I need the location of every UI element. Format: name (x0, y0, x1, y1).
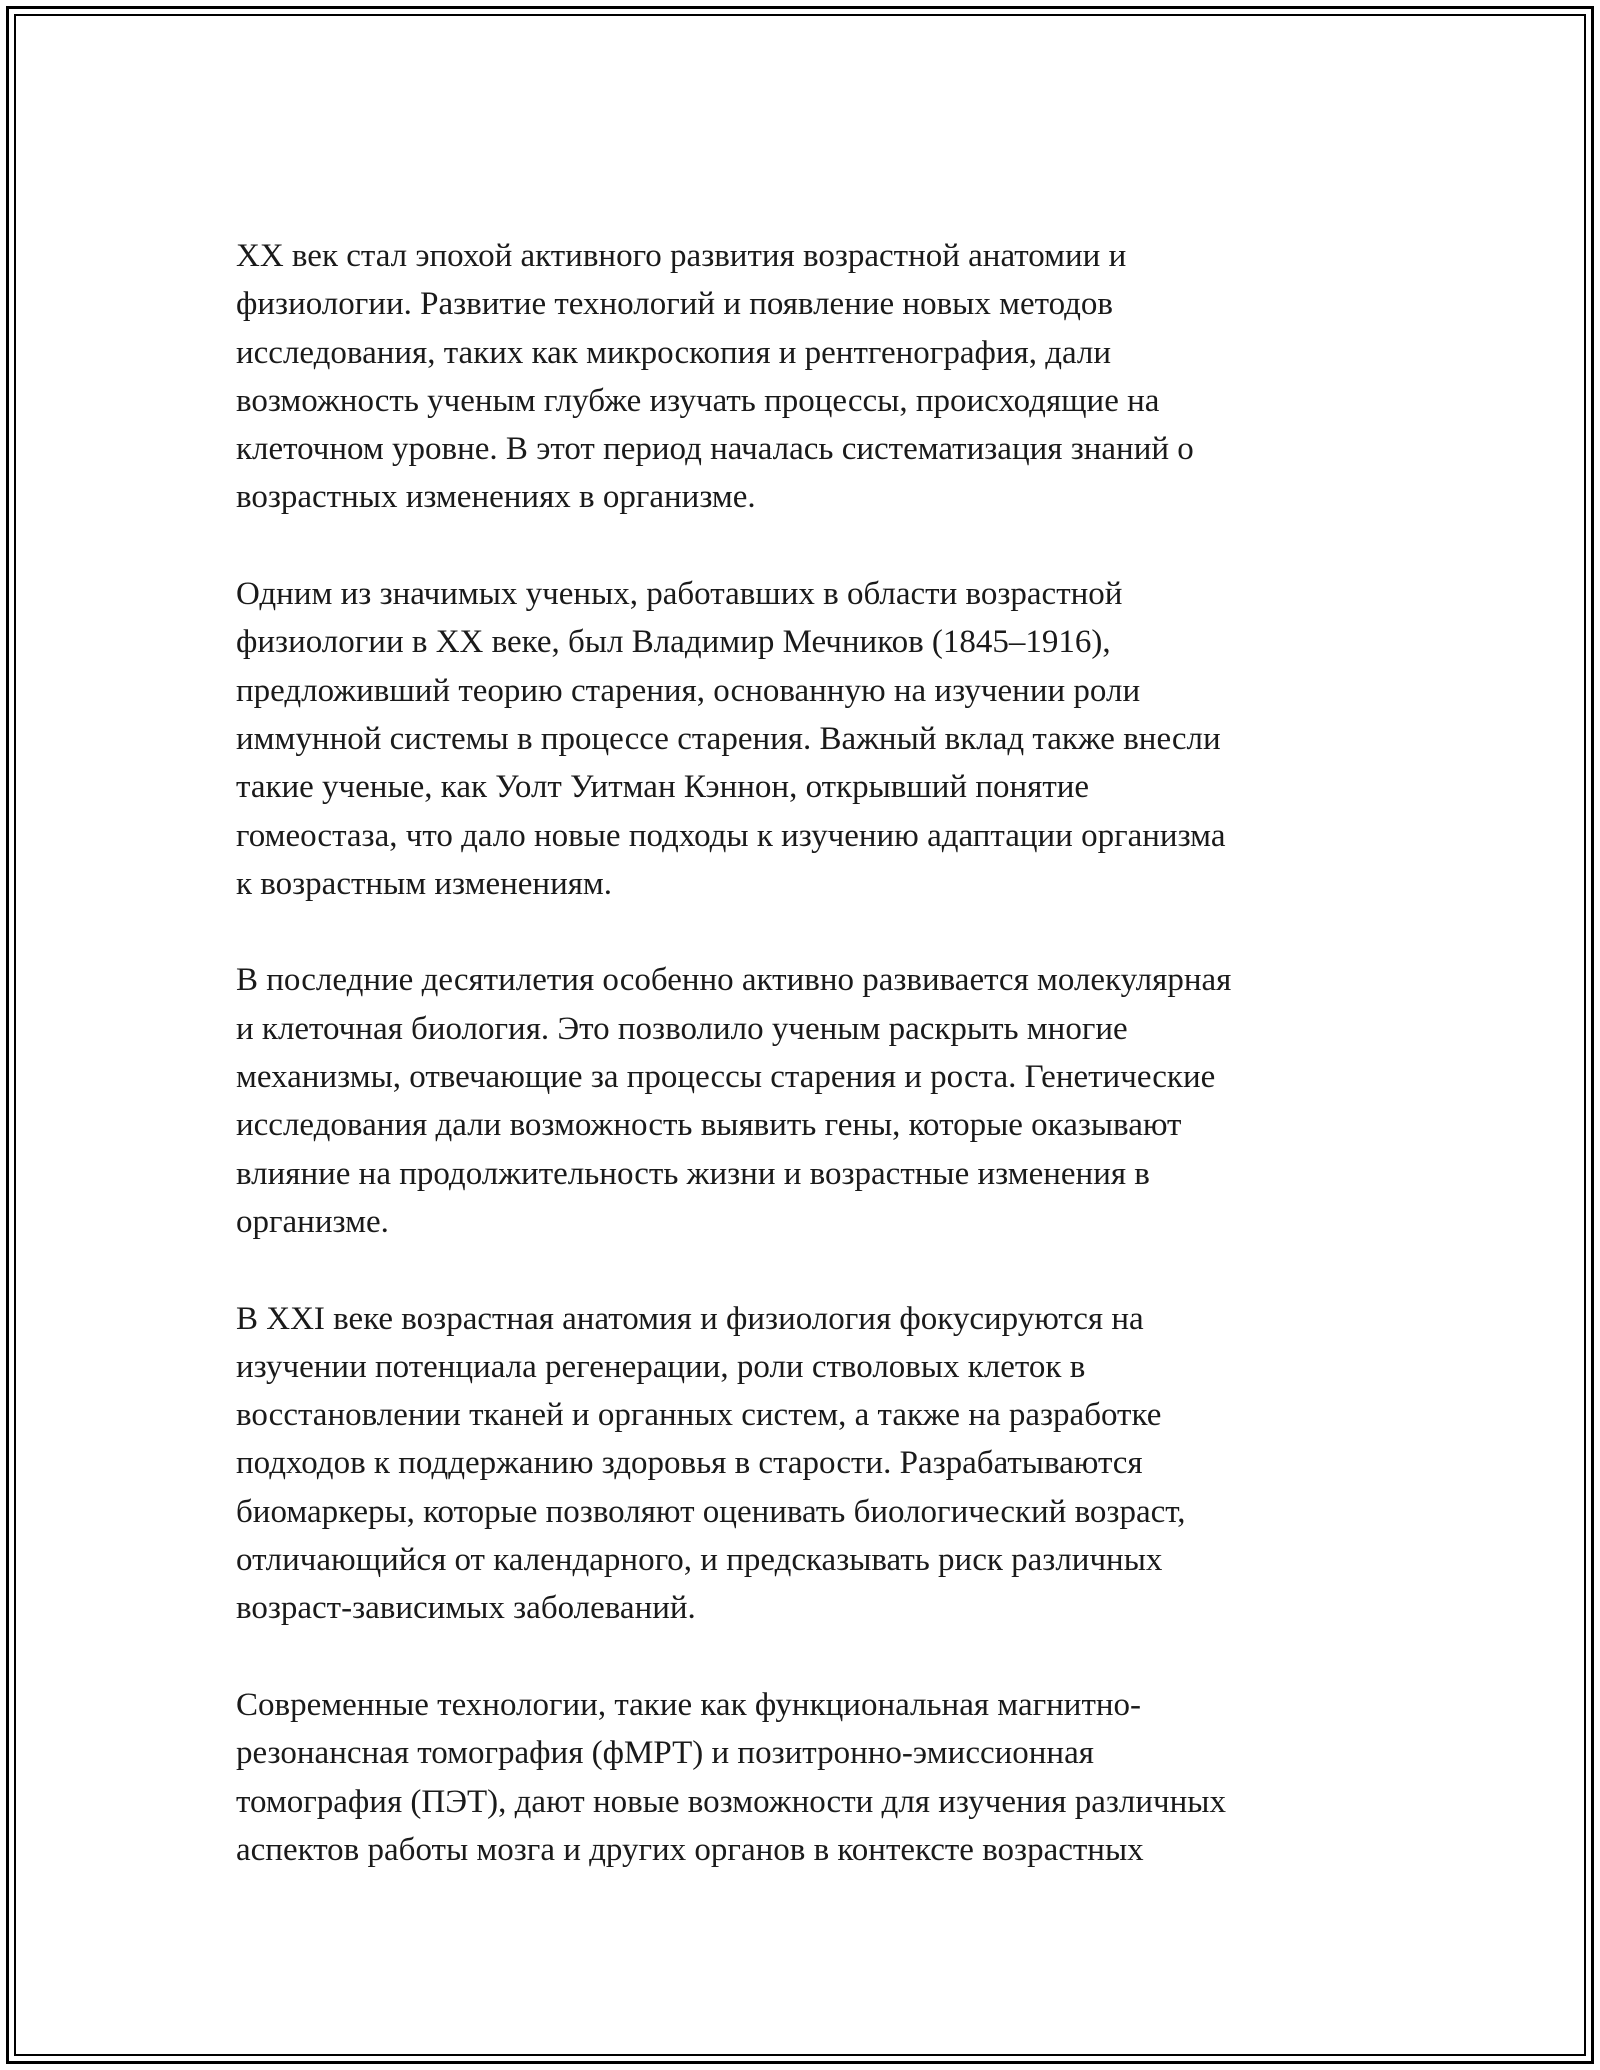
text-line: В XXI веке возрастная анатомия и физиология фокусируются на (236, 1300, 1144, 1337)
paragraph-3 (236, 956, 1361, 1246)
paragraph-4 (236, 1295, 1361, 1633)
text-line: биомаркеры, которые позволяют оценивать биологический возраст, (236, 1493, 1186, 1530)
text-line: резонансная томография (фМРТ) и позитронно-эмиссионная (236, 1735, 1094, 1772)
text-line: XX век стал эпохой активного развития возрастной анатомии и (236, 238, 1127, 274)
text-line: изучении потенциала регенерации, роли стволовых клеток в (236, 1348, 1086, 1385)
text-line: возможность ученым глубже изучать процессы, происходящие на (236, 382, 1160, 419)
text-line: физиологии. Развитие технологий и появление новых методов (236, 286, 1114, 323)
paragraph-2 (236, 570, 1361, 908)
text-line: к возрастным изменениям. (236, 865, 613, 902)
text-line: клеточном уровне. В этот период началась систематизация знаний о (236, 431, 1194, 468)
text-line: исследования, таких как микроскопия и рентгенография, дали (236, 334, 1112, 371)
text-line: иммунной системы в процессе старения. Важный вклад также внесли (236, 720, 1221, 757)
text-line: восстановлении тканей и органных систем, а также на разработке (236, 1397, 1162, 1434)
document-body (236, 232, 1361, 1922)
text-line: Современные технологии, такие как функциональная магнитно- (236, 1686, 1142, 1723)
text-line: гомеостаза, что дало новые подходы к изучению адаптации организма (236, 817, 1226, 854)
paragraph-1 (236, 232, 1361, 522)
text-line: такие ученые, как Уолт Уитман Кэннон, открывший понятие (236, 769, 1090, 806)
text-line: В последние десятилетия особенно активно развивается молекулярная (236, 962, 1232, 999)
text-line: томография (ПЭТ), дают новые возможности для изучения различных (236, 1783, 1226, 1820)
paragraph-5 (236, 1681, 1361, 1874)
text-line: исследования дали возможность выявить гены, которые оказывают (236, 1107, 1182, 1144)
text-line: предложивший теорию старения, основанную на изучении роли (236, 672, 1141, 709)
text-line: механизмы, отвечающие за процессы старения и роста. Генетические (236, 1059, 1216, 1096)
text-line: подходов к поддержанию здоровья в старости. Разрабатываются (236, 1445, 1143, 1482)
text-line: организме. (236, 1203, 389, 1240)
text-line: физиологии в XX веке, был Владимир Мечников (1845–1916), (236, 624, 1111, 661)
text-line: Одним из значимых ученых, работавших в области возрастной (236, 576, 1123, 613)
text-line: возрастных изменениях в организме. (236, 479, 756, 516)
text-line: аспектов работы мозга и других органов в контексте возрастных (236, 1831, 1144, 1868)
text-line: влияние на продолжительность жизни и возрастные изменения в (236, 1155, 1150, 1192)
text-line: и клеточная биология. Это позволило ученым раскрыть многие (236, 1010, 1128, 1047)
text-line: отличающийся от календарного, и предсказывать риск различных (236, 1542, 1163, 1579)
text-line: возраст-зависимых заболеваний. (236, 1590, 696, 1627)
